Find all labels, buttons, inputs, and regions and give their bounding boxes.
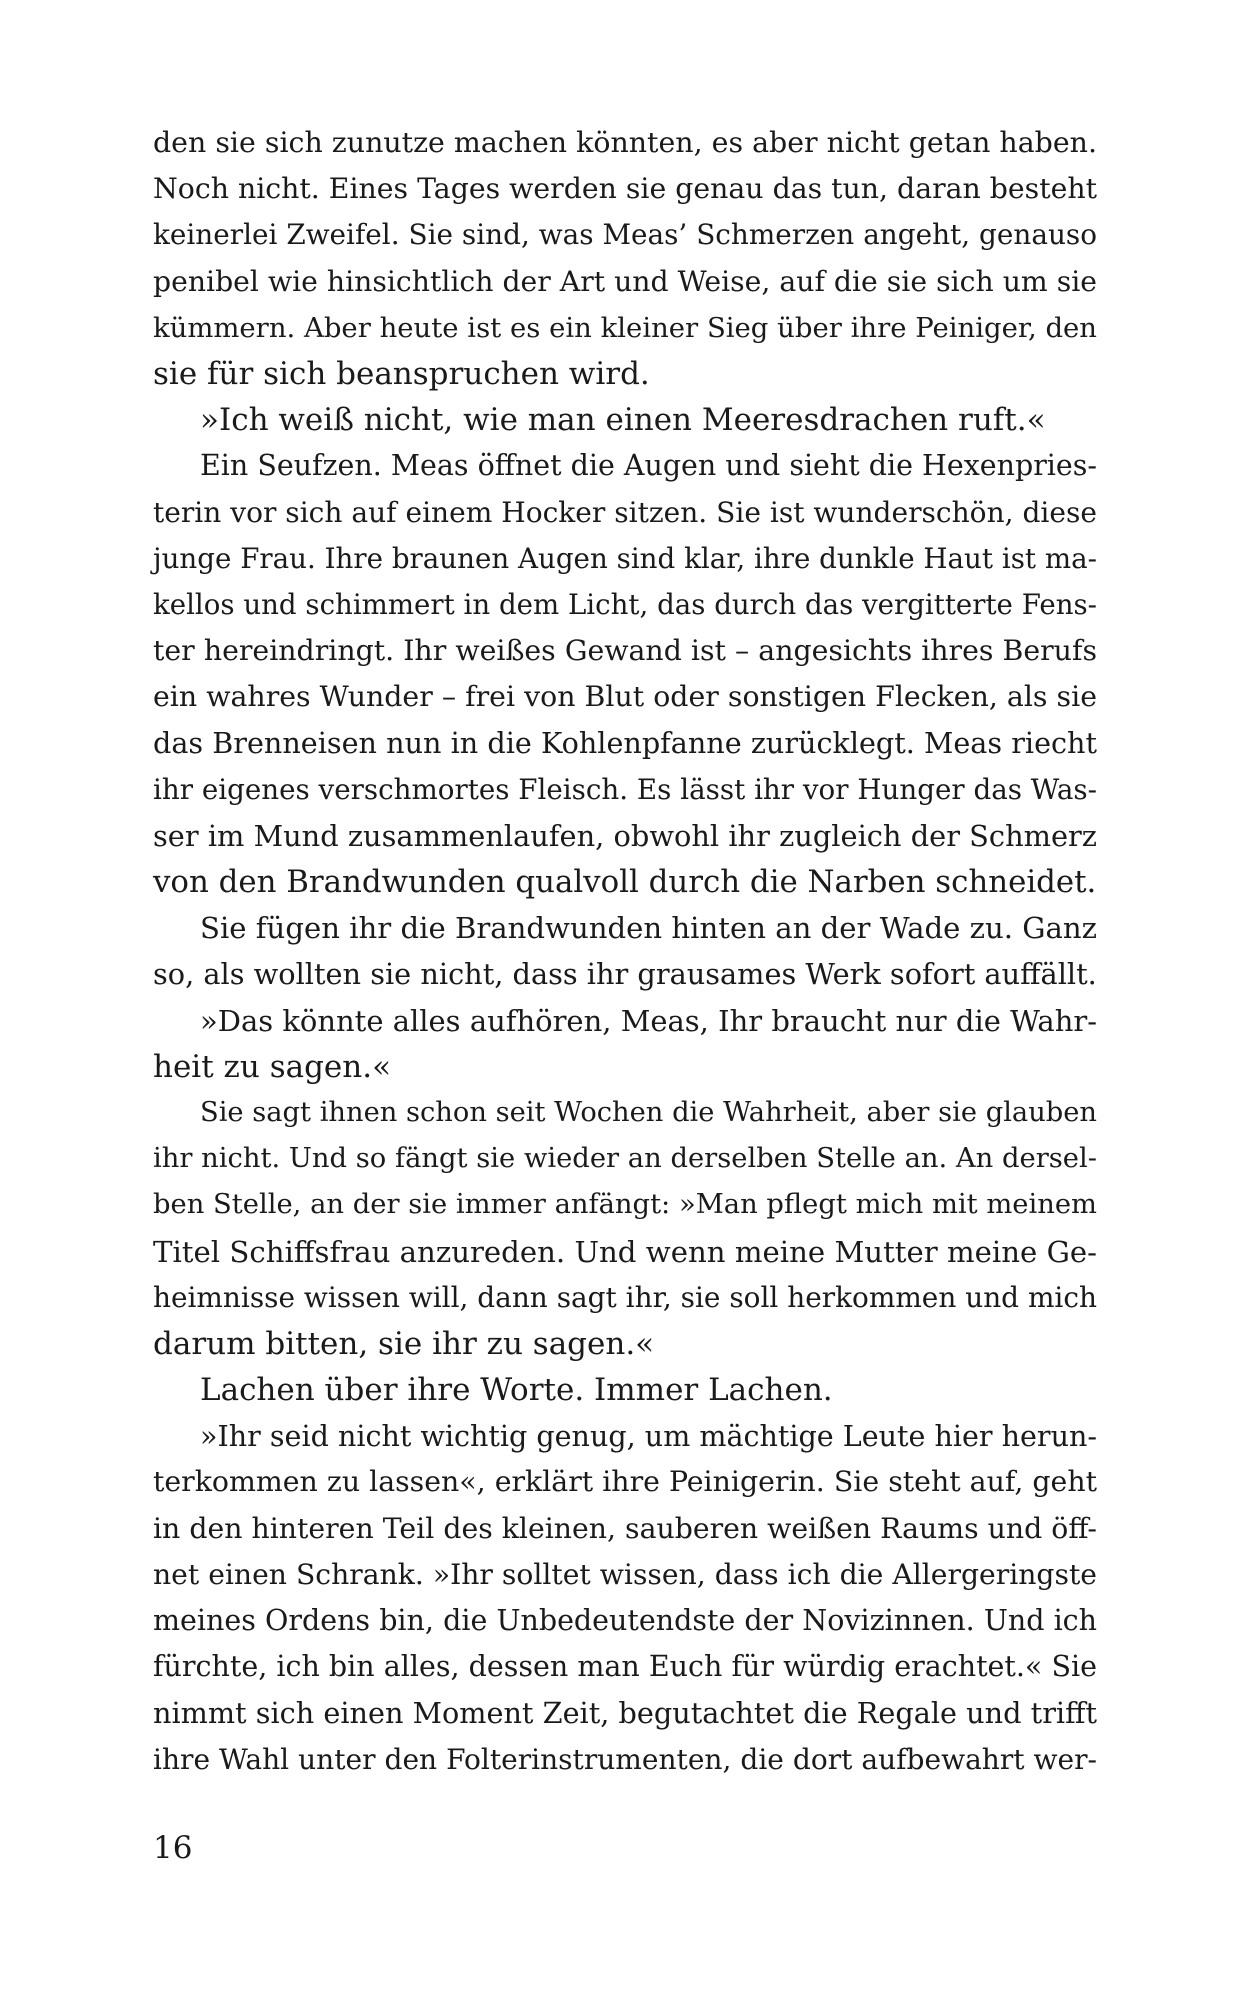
text-line: Noch nicht. Eines Tages werden sie genau das tun, daran besteht (153, 172, 1097, 206)
text-line: den sie sich zunutze machen könnten, es aber nicht getan haben. (153, 126, 1097, 159)
text-line: heimnisse wissen will, dann sagt ihr, sie soll herkommen und mich (153, 1280, 1097, 1314)
text-line: ein wahres Wunder – frei von Blut oder sonstigen Flecken, als sie (153, 680, 1097, 714)
text-line: meines Ordens bin, die Unbedeutendste der Novizinnen. Und ich (153, 1604, 1097, 1637)
text-line: »Ich weiß nicht, wie man einen Meeresdrachen ruft.« (200, 402, 1046, 439)
text-line: heit zu sagen.« (153, 1048, 392, 1085)
text-line: Sie sagt ihnen schon seit Wochen die Wahrheit, aber sie glauben (200, 1096, 1097, 1128)
text-line: Titel Schiffsfrau anzureden. Und wenn meine Mutter meine Ge- (153, 1234, 1097, 1269)
text-line: kümmern. Aber heute ist es ein kleiner Sieg über ihre Peiniger, den (153, 311, 1097, 344)
text-line: kellos und schimmert in dem Licht, das durch das vergitterte Fens- (153, 587, 1097, 621)
text-line: junge Frau. Ihre braunen Augen sind klar, ihre dunkle Haut ist ma- (153, 541, 1097, 575)
text-line: so, als wollten sie nicht, dass ihr grausames Werk sofort auffällt. (153, 957, 1097, 992)
text-line: Lachen über ihre Worte. Immer Lachen. (200, 1372, 833, 1409)
text-line: Ein Seufzen. Meas öffnet die Augen und sieht die Hexenpries- (200, 449, 1097, 483)
text-line: terin vor sich auf einem Hocker sitzen. Sie ist wunderschön, diese (153, 495, 1097, 529)
text-line: »Das könnte alles aufhören, Meas, Ihr braucht nur die Wahr- (200, 1003, 1097, 1038)
text-line: das Brenneisen nun in die Kohlenpfanne zurücklegt. Meas riecht (153, 726, 1097, 761)
text-line: sie für sich beanspruchen wird. (153, 355, 650, 392)
text-line: penibel wie hinsichtlich der Art und Weise, auf die sie sich um sie (153, 264, 1097, 298)
text-line: von den Brandwunden qualvoll durch die Narben schneidet. (153, 864, 1097, 900)
text-line: ihr nicht. Und so fängt sie wieder an derselben Stelle an. An dersel- (153, 1143, 1097, 1175)
page-number: 16 (153, 1830, 193, 1866)
text-line: fürchte, ich bin alles, dessen man Euch für würdig erachtet.« Sie (153, 1650, 1097, 1684)
text-line: ter hereindringt. Ihr weißes Gewand ist – angesichts ihres Berufs (153, 634, 1097, 668)
text-line: Sie fügen ihr die Brandwunden hinten an der Wade zu. Ganz (200, 911, 1097, 946)
text-line: »Ihr seid nicht wichtig genug, um mächtige Leute hier herun- (200, 1419, 1097, 1454)
text-line: in den hinteren Teil des kleinen, sauberen weißen Raums und öff- (153, 1511, 1097, 1545)
text-line: net einen Schrank. »Ihr solltet wissen, dass ich die Allergeringste (153, 1557, 1097, 1591)
text-line: nimmt sich einen Moment Zeit, begutachtet die Regale und trifft (153, 1696, 1097, 1731)
text-line: terkommen zu lassen«, erklärt ihre Peinigerin. Sie steht auf, geht (153, 1465, 1097, 1499)
body-text (153, 120, 1097, 1783)
text-line: keinerlei Zweifel. Sie sind, was Meas’ Schmerzen angeht, genauso (153, 218, 1097, 252)
text-line: darum bitten, sie ihr zu sagen.« (153, 1325, 655, 1362)
text-line: ser im Mund zusammenlaufen, obwohl ihr zugleich der Schmerz (153, 818, 1097, 853)
text-line: ihre Wahl unter den Folterinstrumenten, die dort aufbewahrt wer- (153, 1742, 1097, 1776)
text-line: ihr eigenes verschmortes Fleisch. Es lässt ihr vor Hunger das Was- (153, 772, 1097, 806)
text-line: ben Stelle, an der sie immer anfängt: »Man pflegt mich mit meinem (153, 1189, 1097, 1221)
